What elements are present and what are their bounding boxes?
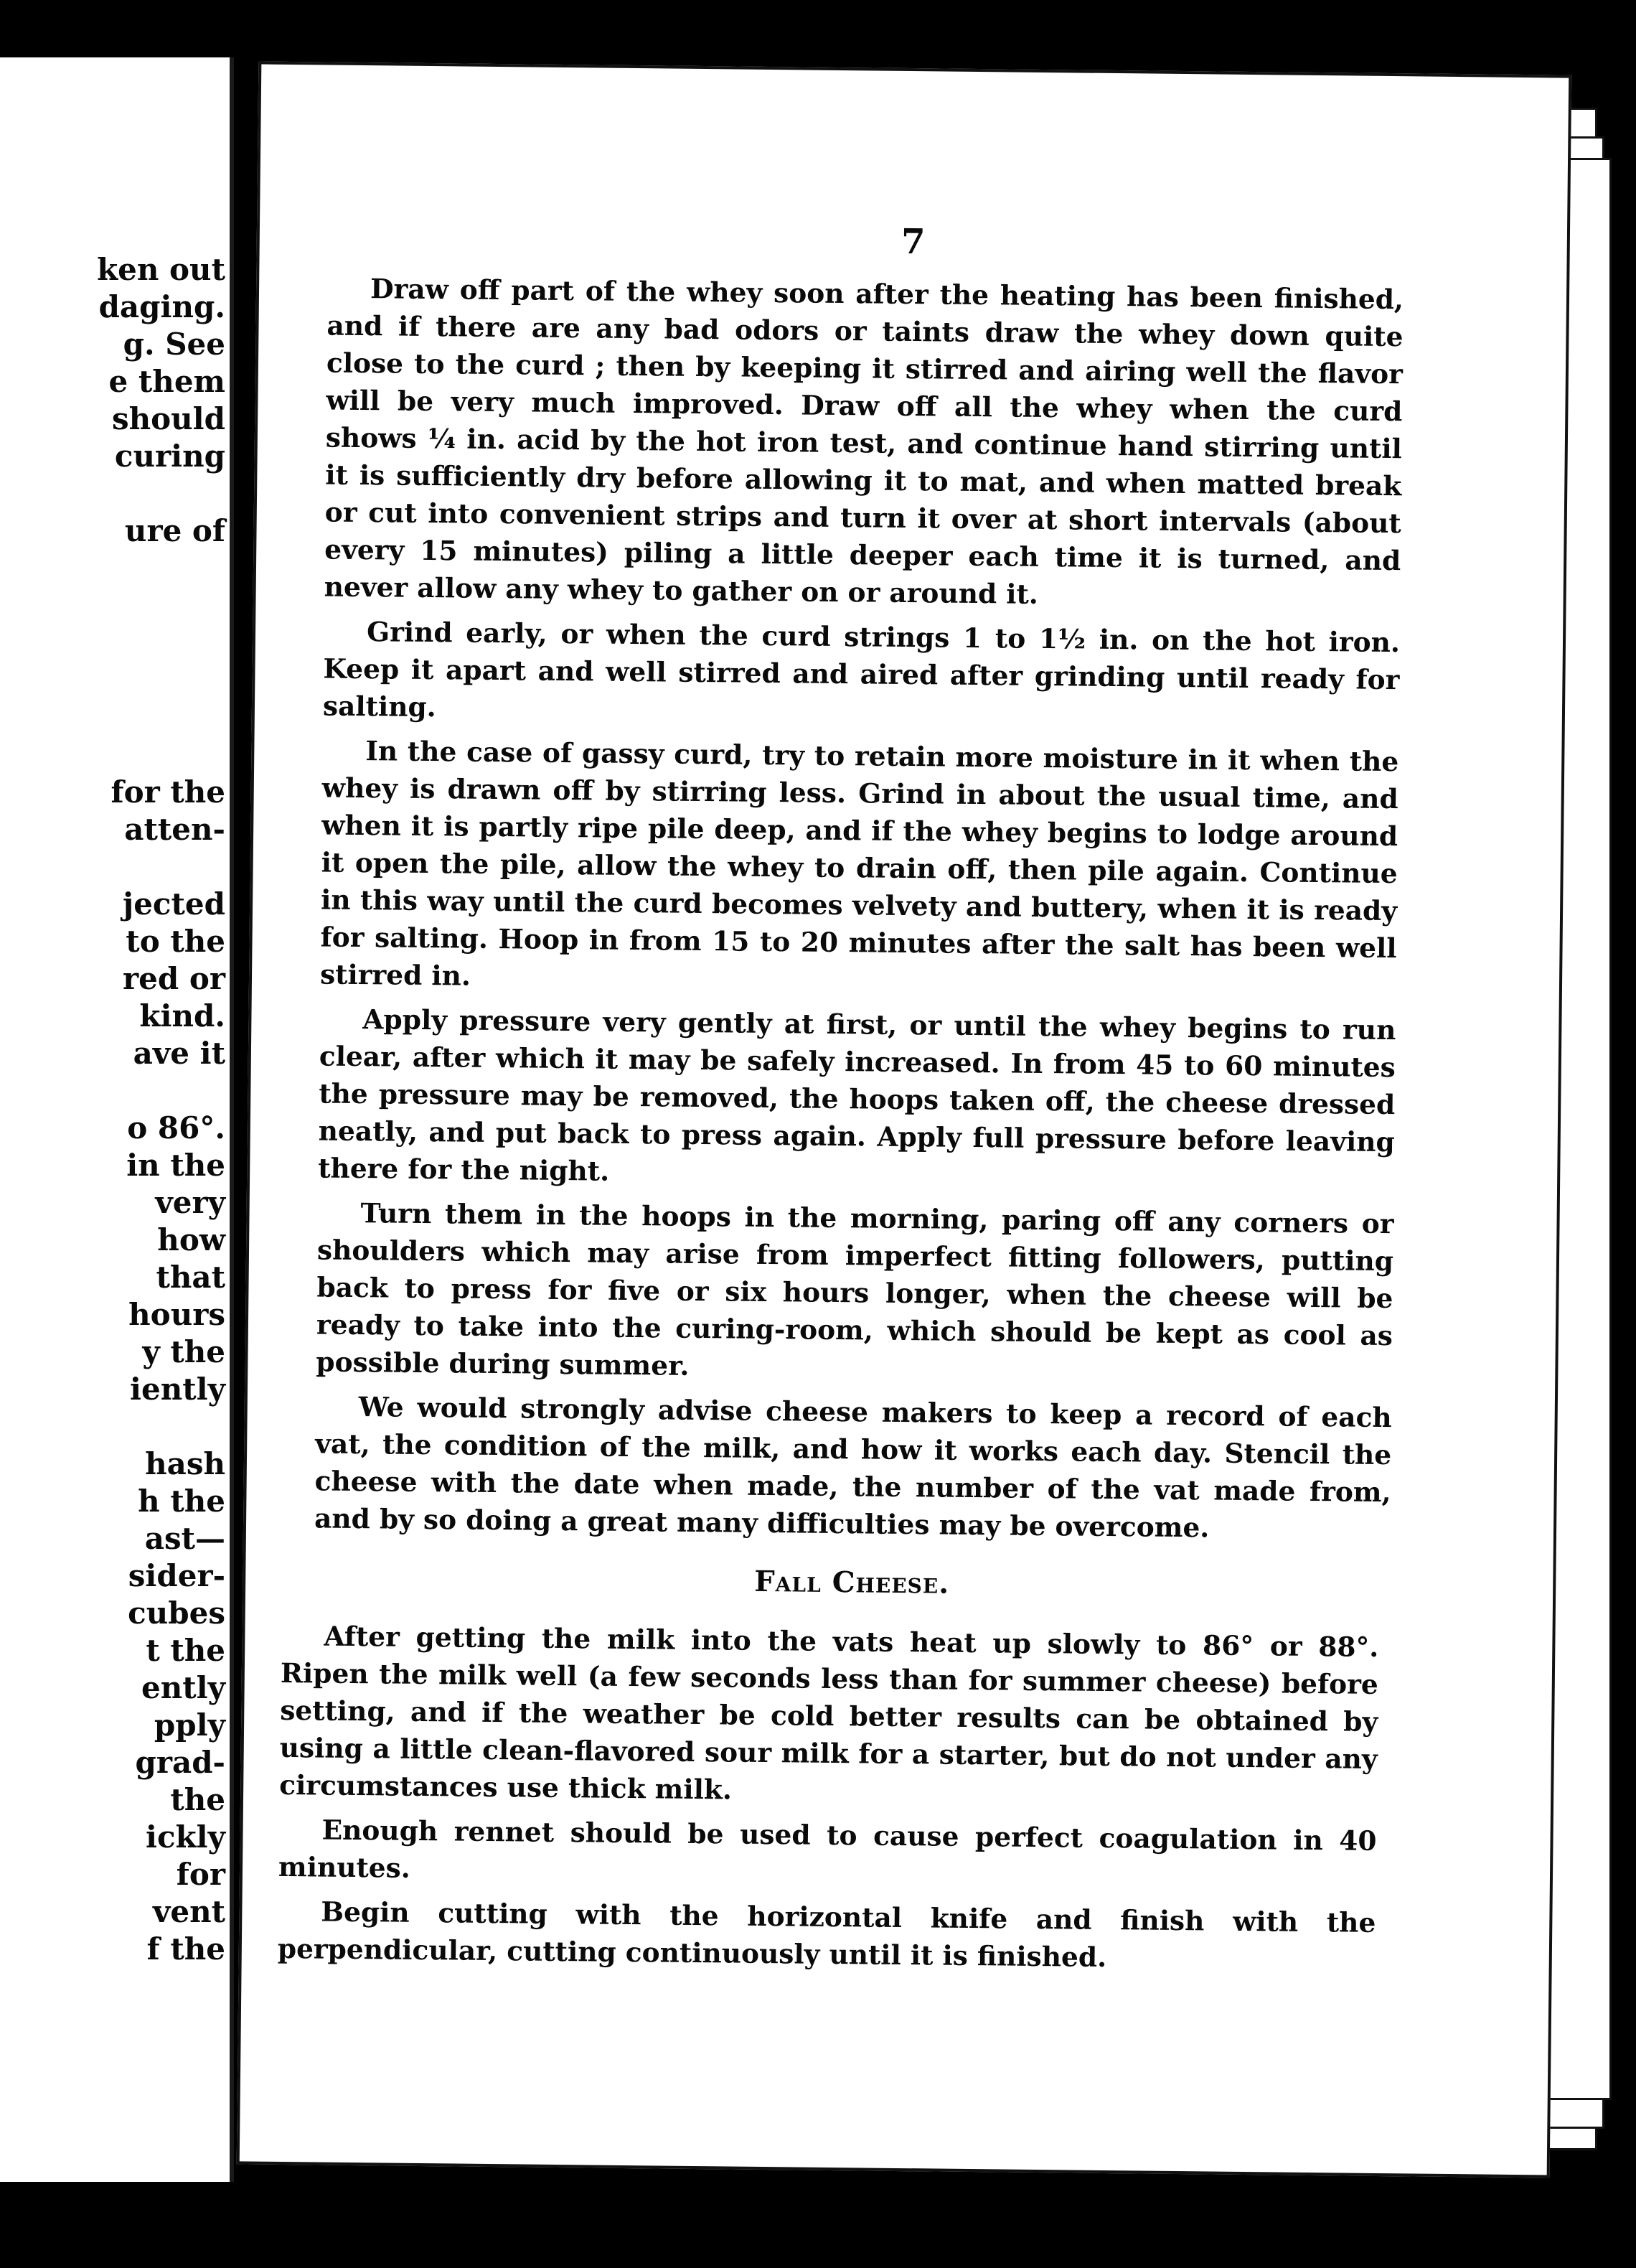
previous-page-line: in the [126,1148,225,1183]
previous-page-line [97,662,225,699]
previous-page-line: the [170,1782,225,1817]
previous-page-line [97,848,225,886]
previous-page-line: hash [145,1446,225,1481]
previous-page-line: ickly [146,1819,225,1855]
previous-page-line-fragments [97,251,225,1968]
previous-page-line: ken out [97,252,225,287]
previous-page-line: for the [111,774,225,810]
previous-page-line: f the [146,1931,225,1967]
previous-page-line [97,587,225,624]
previous-page-line [97,736,225,774]
previous-page-line: to the [126,924,225,959]
previous-page-line: ure of [124,513,225,548]
body-paragraph: In the case of gassy curd, try to retain more moisture in it when the whey is drawn off by stirring less. Grind in about the usual time, and when it is partly ripe pile deep, and if the whey begins to lodge around it open the pile, allow the whey to drain off, then pile again. Continue in this way until the curd becomes velvety and buttery, when it is ready for salting. Hoop in from 15 to 20 minutes after the salt has been well stirred in. [319,735,1399,992]
previous-page-fragment [0,57,234,2182]
previous-page-line [97,1072,225,1110]
previous-page-line: jected [123,886,225,922]
previous-page-line: how [157,1222,225,1257]
body-paragraph: Draw off part of the whey soon after the heating has been finished, and if there are any bad odors or taints draw the whey down quite close to the curd ; then by keeping it stirred and airing well the flavor will be very much improved. Draw off all the whey when the curd shows ¼ in. acid by the hot iron test, and continue hand stirring until it is sufficiently dry before allowing it to mat, and when matted break or cut into convenient strips and turn it over at short intervals (about every 15 minutes) piling a little deeper each time it is turned, and never allow any whey to gather on or around it. [324,273,1404,610]
book-page [237,61,1572,2178]
previous-page-line: o 86°. [127,1110,225,1145]
previous-page-line: y the [142,1334,225,1369]
previous-page-line: cubes [128,1595,225,1631]
previous-page-line [97,1408,225,1445]
previous-page-line: ave it [133,1036,225,1071]
previous-page-line: ently [141,1670,225,1705]
page-body [277,270,1404,1987]
section-paragraph: After getting the milk into the vats heat up slowly to 86° or 88°. Ripen the milk well (a few seconds less than for summer cheese) before setting, and if the weather be cold better results can be obtained by using a little clean-flavored sour milk for a starter, but do not under any circumstances use thick milk. [279,1620,1379,1806]
previous-page-line: h the [138,1484,225,1519]
previous-page-line [97,624,225,662]
previous-page-line: vent [152,1894,225,1929]
body-paragraph: Grind early, or when the curd strings 1 to 1½ in. on the hot iron. Keep it apart and well stirred and aired after grinding until ready for salting. [322,616,1401,723]
previous-page-line: t the [146,1633,225,1668]
previous-page-line: e them [108,364,225,399]
previous-page-line [97,699,225,736]
previous-page-line: red or [123,961,225,996]
previous-page-line: atten- [124,812,225,847]
previous-page-line: pply [154,1707,225,1743]
body-paragraph: We would strongly advise cheese makers to keep a record of each vat, the condition of the milk, and how it works each day. Stencil the cheese with the date when made, the number of the vat made from, and by so doing a great many difficulties may be overcome. [314,1391,1392,1544]
previous-page-line: that [156,1260,225,1295]
section-paragraph: Enough rennet should be used to cause perfect coagulation in 40 minutes. [278,1814,1377,1884]
previous-page-line: should [111,401,225,436]
previous-page-line: for [176,1857,225,1892]
body-paragraph: Apply pressure very gently at first, or until the whey begins to run clear, after which it may be safely increased. In from 45 to 60 minutes the pressure may be removed, the hoops taken off, the cheese dressed neatly, and put back to press again. Apply full pressure before leaving there for the night. [318,1003,1396,1187]
previous-page-line: sider- [128,1558,225,1593]
previous-page-line: kind. [139,998,225,1034]
section-paragraph: Begin cutting with the horizontal knife and finish with the perpendicular, cutting continuously until it is finished. [277,1896,1376,1974]
previous-page-line: curing [114,439,225,474]
previous-page-line: iently [130,1372,225,1407]
previous-page-line: daging. [98,289,225,324]
fall-cheese-section [278,1617,1379,1979]
previous-page-line: hours [128,1297,225,1332]
previous-page-line: g. See [123,327,225,362]
previous-page-line: grad- [135,1745,225,1780]
body-paragraph: Turn them in the hoops in the morning, paring off any corners or shoulders which may arise from imperfect fitting followers, putting back to press for five or six hours longer, when the cheese will be ready to take into the curing-room, which should be kept as cool as possible during summer. [316,1197,1394,1382]
previous-page-line: ast— [144,1521,225,1556]
previous-page-line: very [155,1185,225,1220]
previous-page-line [97,550,225,587]
previous-page-line [97,475,225,512]
page-number: 7 [901,221,926,263]
section-heading: Fall Cheese. [754,1564,950,1601]
